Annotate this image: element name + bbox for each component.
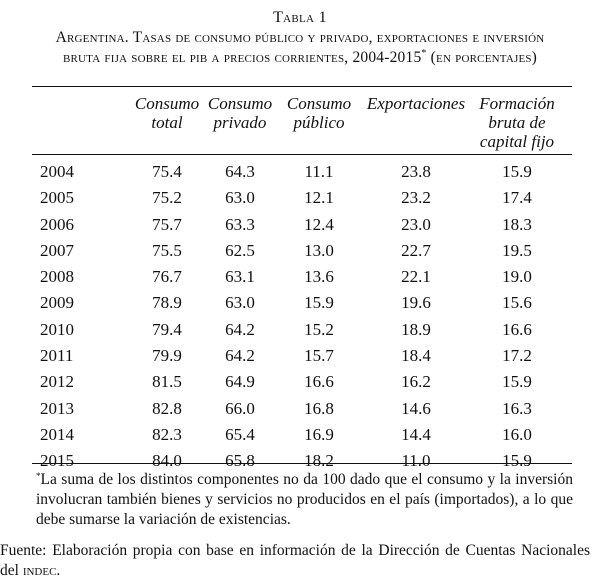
consumo-publico-cell: 13.6 [304,267,334,287]
table-body [32,159,572,475]
exportaciones-cell: 18.9 [401,319,431,339]
table-row [32,290,572,316]
source-end: . [56,562,61,579]
consumo-publico-cell: 18.2 [304,451,334,471]
year-cell: 2005 [40,188,74,208]
header-formacion-bruta-capital-fijo: Formación bruta de capital fijo [479,94,555,151]
exportaciones-cell: 23.2 [401,188,431,208]
consumo-total-cell: 75.7 [152,214,182,234]
table-row [32,159,572,185]
formacion-cell: 16.6 [502,319,532,339]
year-cell: 2015 [40,451,74,471]
exportaciones-cell: 23.8 [401,162,431,181]
header-consumo-publico: Consumo público [286,94,352,132]
title-units: (en porcentajes) [426,49,538,66]
header-exportaciones: Exportaciones [366,94,466,113]
consumo-publico-cell: 15.7 [304,346,334,366]
consumo-publico-cell: 11.1 [304,162,334,181]
year-cell: 2014 [40,424,74,444]
consumo-publico-cell: 12.4 [304,214,334,234]
source-note [0,541,590,581]
table-row [32,343,572,369]
table-label: Tabla 1 [273,9,327,26]
exportaciones-cell: 18.4 [401,346,431,366]
consumo-publico-cell: 15.9 [304,293,334,313]
consumo-privado-cell: 64.3 [225,162,255,181]
consumo-total-cell: 79.4 [152,319,182,339]
table-footnote [36,470,573,530]
table-row [32,317,572,343]
formacion-cell: 15.9 [502,372,532,392]
table-row [32,396,572,422]
consumo-total-cell: 75.4 [152,162,182,181]
year-cell: 2010 [40,319,74,339]
title-footnote-marker: * [421,48,427,59]
table-row [32,422,572,448]
consumo-privado-cell: 63.0 [225,293,255,313]
title-text: bruta fija sobre el pib a precios corrientes, 2004-2015 [62,49,422,66]
consumo-total-cell: 82.8 [152,398,182,418]
consumo-privado-cell: 63.0 [225,188,255,208]
consumo-publico-cell: 16.9 [304,424,334,444]
formacion-cell: 15.6 [502,293,532,313]
consumo-privado-cell: 64.2 [225,319,255,339]
source-text: Fuente: Elaboración propia con base en información de la Dirección de Cuentas Nacionales del [0,542,590,579]
formacion-cell: 19.0 [502,267,532,287]
exportaciones-cell: 16.2 [401,372,431,392]
table-caption [0,8,600,68]
consumo-publico-cell: 16.6 [304,372,334,392]
consumo-privado-cell: 66.0 [225,398,255,418]
consumo-publico-cell: 16.8 [304,398,334,418]
consumo-total-cell: 79.9 [152,346,182,366]
consumo-publico-cell: 12.1 [304,188,334,208]
exportaciones-cell: 19.6 [401,293,431,313]
table-row [32,369,572,395]
header-consumo-total: Consumo total [134,94,200,132]
exportaciones-cell: 14.6 [401,398,431,418]
footnote-text: La suma de los distintos componentes no da 100 dado que el consumo y la inversión involucran también bienes y servicios no producidos en el país (importados), a lo que debe sumarse la variación de existencias. [36,471,573,528]
consumo-privado-cell: 64.9 [225,372,255,392]
table-row [32,212,572,238]
footnote-marker: * [36,471,41,481]
consumo-total-cell: 81.5 [152,372,182,392]
formacion-cell: 15.9 [502,451,532,471]
table-row [32,264,572,290]
consumo-total-cell: 76.7 [152,267,182,287]
exportaciones-cell: 14.4 [401,424,431,444]
table-title-line-2 [0,48,600,68]
table-row [32,238,572,264]
header-consumo-privado: Consumo privado [207,94,273,132]
formacion-cell: 17.4 [502,188,532,208]
exportaciones-cell: 22.7 [401,240,431,260]
formacion-cell: 18.3 [502,214,532,234]
year-cell: 2012 [40,372,74,392]
formacion-cell: 16.3 [502,398,532,418]
year-cell: 2011 [40,346,74,366]
year-cell: 2004 [40,162,74,181]
formacion-cell: 19.5 [502,240,532,260]
year-cell: 2006 [40,214,74,234]
exportaciones-cell: 22.1 [401,267,431,287]
consumo-publico-cell: 13.0 [304,240,334,260]
table-row [32,185,572,211]
source-org: indec [22,562,57,579]
consumo-total-cell: 78.9 [152,293,182,313]
table-title-line-1: Argentina. Tasas de consumo público y privado, exportaciones e inversión [55,29,545,46]
consumo-publico-cell: 15.2 [304,319,334,339]
consumo-total-cell: 82.3 [152,424,182,444]
header-rule [32,154,572,155]
top-rule [32,86,572,87]
exportaciones-cell: 23.0 [401,214,431,234]
consumo-total-cell: 75.2 [152,188,182,208]
formacion-cell: 17.2 [502,346,532,366]
consumo-privado-cell: 63.3 [225,214,255,234]
year-cell: 2008 [40,267,74,287]
consumo-privado-cell: 62.5 [225,240,255,260]
consumo-privado-cell: 63.1 [225,267,255,287]
year-cell: 2009 [40,293,74,313]
consumo-total-cell: 84.0 [152,451,182,471]
formacion-cell: 15.9 [502,162,532,181]
consumo-total-cell: 75.5 [152,240,182,260]
year-cell: 2007 [40,240,74,260]
consumo-privado-cell: 65.8 [225,451,255,471]
year-cell: 2013 [40,398,74,418]
consumo-privado-cell: 64.2 [225,346,255,366]
exportaciones-cell: 11.0 [401,451,431,471]
consumo-privado-cell: 65.4 [225,424,255,444]
bottom-rule [32,463,572,464]
formacion-cell: 16.0 [502,424,532,444]
